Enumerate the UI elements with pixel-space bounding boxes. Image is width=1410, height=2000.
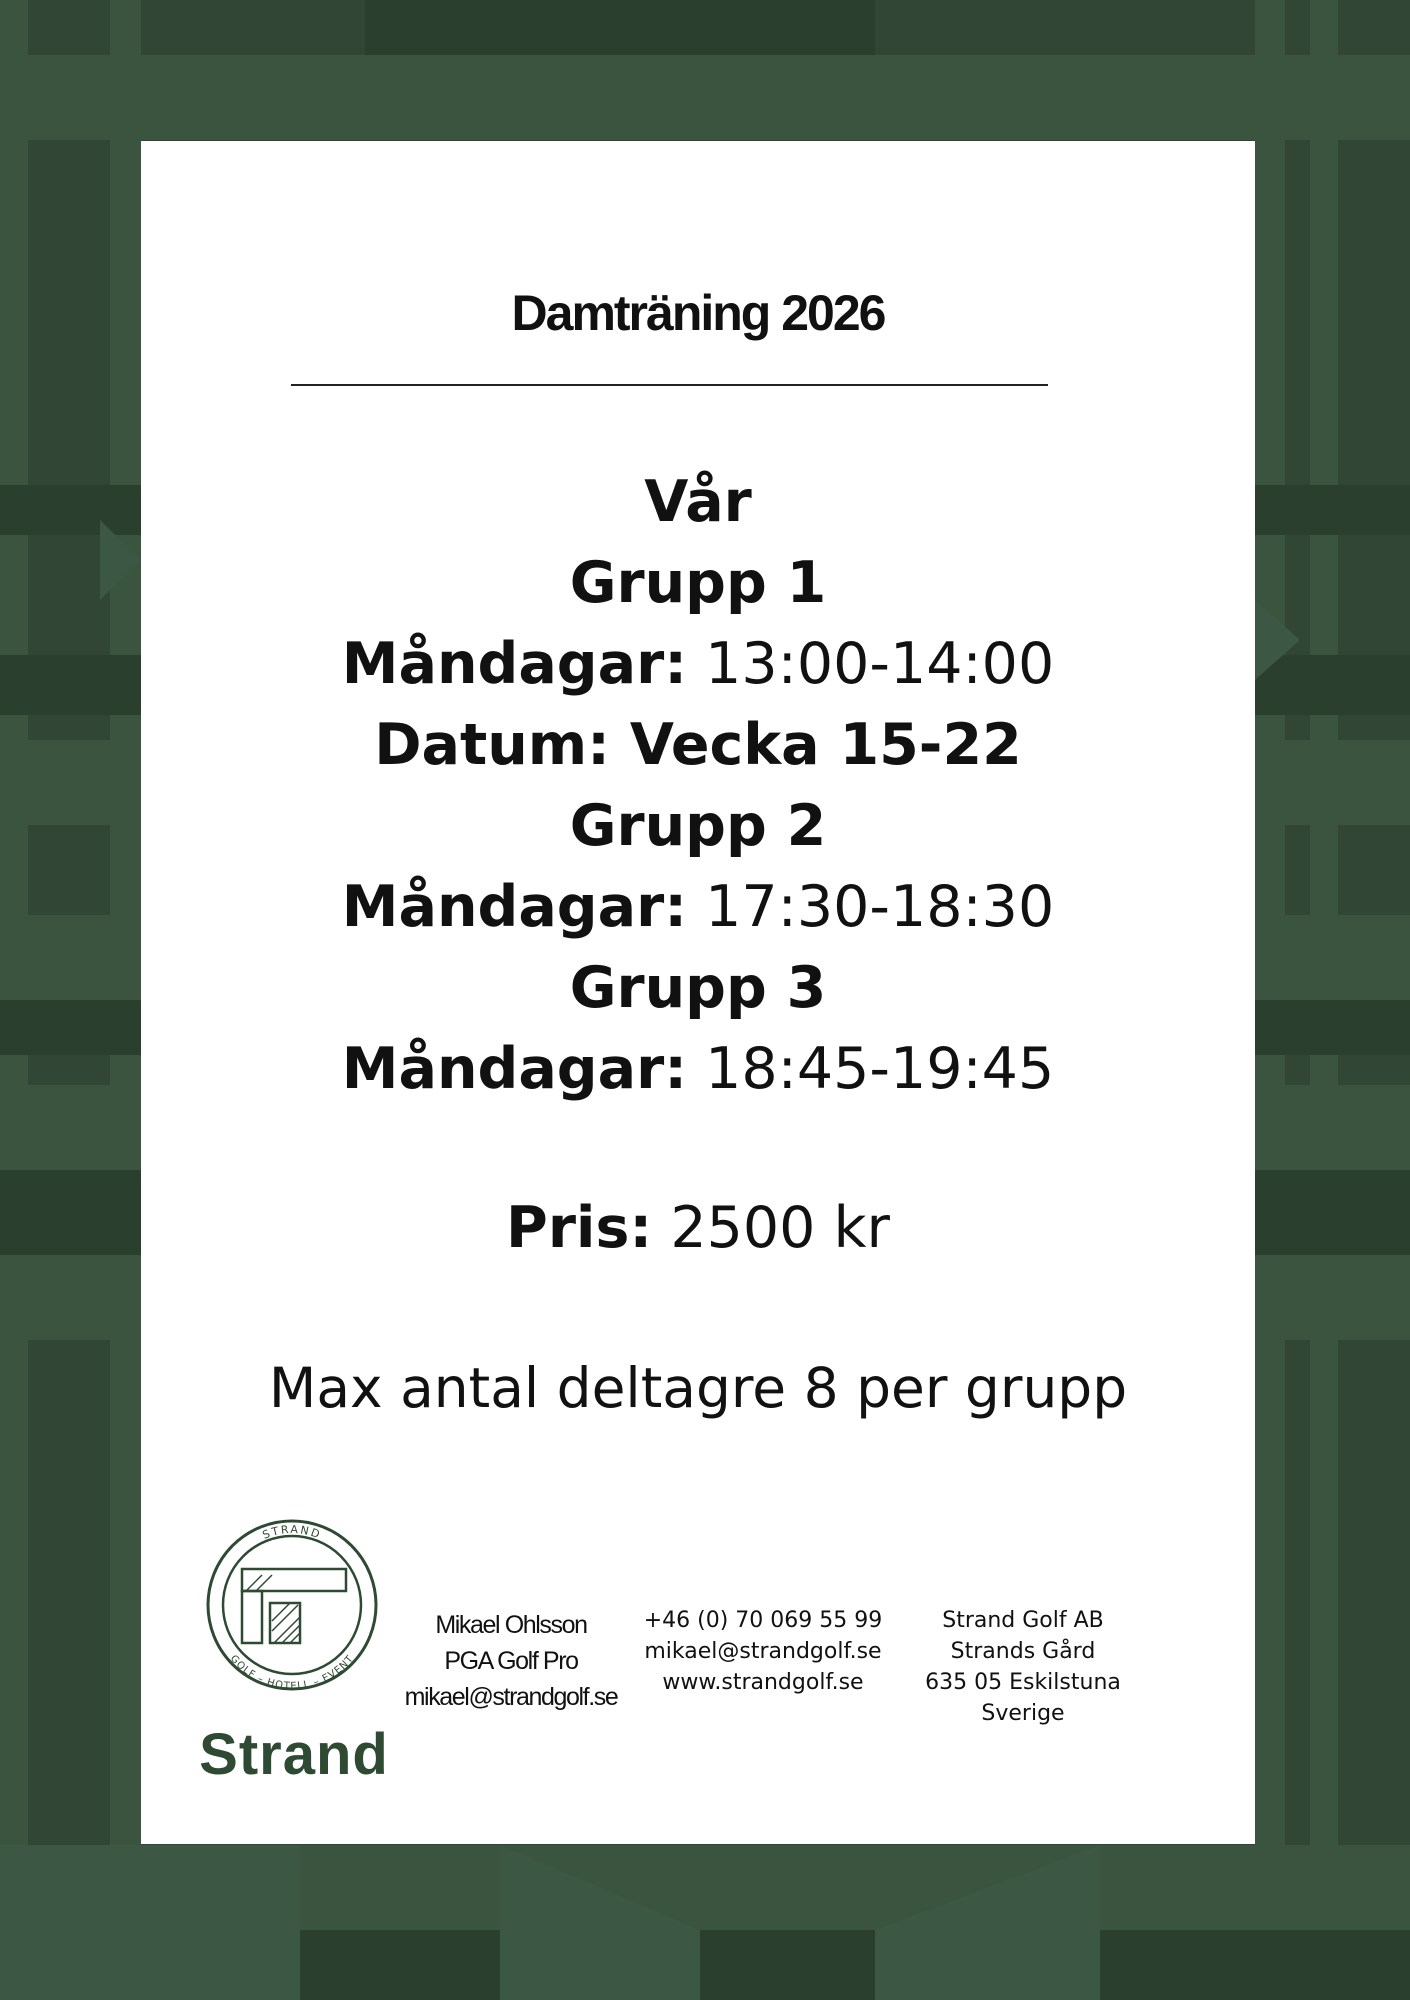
contact-person [396, 1607, 626, 1715]
address-country: Sverige [981, 1701, 1065, 1726]
season-heading: Vår [644, 469, 752, 535]
group1-name: Grupp 1 [569, 550, 827, 616]
group2-name: Grupp 2 [569, 793, 827, 859]
group1-time-row [141, 624, 1255, 705]
contact-email: mikael@strandgolf.se [404, 1683, 618, 1711]
group3-time: 18:45-19:45 [705, 1036, 1055, 1102]
contact-info [628, 1605, 898, 1698]
contact-website: www.strandgolf.se [662, 1670, 864, 1695]
company-address [898, 1605, 1148, 1729]
group3-day-label: Måndagar: [341, 1036, 687, 1102]
contact-role: PGA Golf Pro [444, 1647, 578, 1675]
group2-time-row [141, 867, 1255, 948]
title-divider [291, 384, 1048, 386]
logo-wordmark: Strand [199, 1722, 389, 1779]
price-label: Pris: [506, 1195, 653, 1261]
address-city: 635 05 Eskilstuna [925, 1670, 1121, 1695]
schedule [141, 462, 1255, 1110]
svg-text:GOLF – HOTELL – EVENT: GOLF – HOTELL – EVENT [227, 1653, 357, 1693]
max-participants: Max antal deltagre 8 per grupp [268, 1356, 1128, 1420]
flyer-card [141, 141, 1255, 1844]
group3-name: Grupp 3 [569, 955, 827, 1021]
address-street: Strands Gård [950, 1639, 1096, 1664]
group2-time: 17:30-18:30 [705, 874, 1055, 940]
group1-day-label: Måndagar: [341, 631, 687, 697]
contact-name: Mikael Ohlsson [435, 1611, 587, 1639]
price-value: 2500 kr [670, 1195, 890, 1261]
strand-logo [186, 1519, 396, 1779]
svg-text:STRAND: STRAND [260, 1522, 324, 1542]
address-company: Strand Golf AB [942, 1608, 1104, 1633]
group3-time-row [141, 1029, 1255, 1110]
group2-day-label: Måndagar: [341, 874, 687, 940]
group1-date: Datum: Vecka 15-22 [374, 712, 1022, 778]
page-title: Damträning 2026 [511, 285, 885, 341]
contact-phone: +46 (0) 70 069 55 99 [643, 1608, 883, 1633]
price-row [141, 1188, 1255, 1268]
contact-info-email: mikael@strandgolf.se [644, 1639, 882, 1664]
group1-time: 13:00-14:00 [705, 631, 1055, 697]
